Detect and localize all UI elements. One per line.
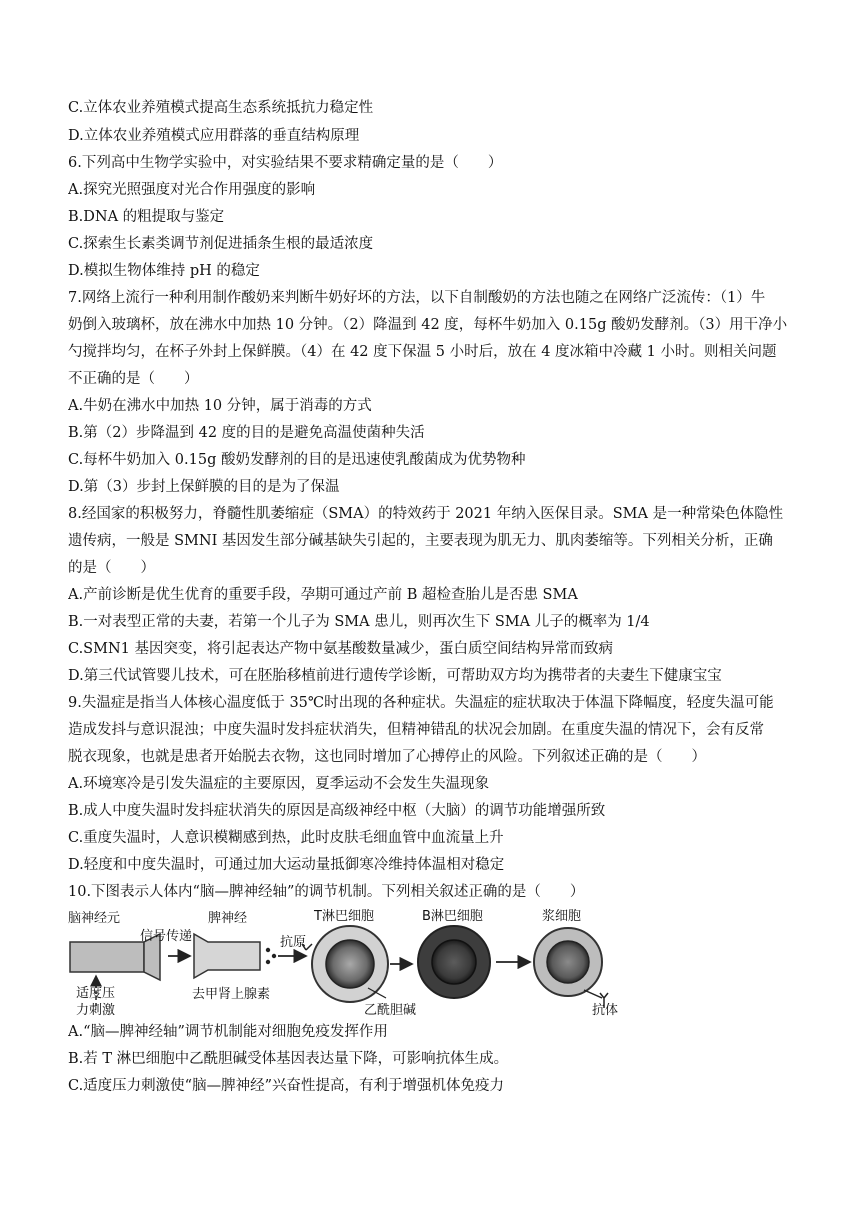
spleen-nerve-shape bbox=[194, 934, 276, 978]
option-a: A.牛奶在沸水中加热 10 分钟，属于消毒的方式 bbox=[68, 398, 372, 414]
norepinephrine-label: 去甲肾上腺素 bbox=[192, 987, 271, 1002]
t-cell-shape bbox=[312, 926, 388, 1002]
option-a: A.探究光照强度对光合作用强度的影响 bbox=[68, 182, 316, 198]
option-b: B.若 T 淋巴细胞中乙酰胆碱受体基因表达量下降，可影响抗体生成。 bbox=[68, 1051, 509, 1067]
b-cell-label: B淋巴细胞 bbox=[422, 909, 483, 924]
question-8-stem: 的是（ ） bbox=[68, 560, 155, 576]
antibody-arrow bbox=[584, 990, 602, 998]
antibody-label: 抗体 bbox=[592, 1003, 619, 1018]
signal-label: 信号传递 bbox=[140, 929, 193, 944]
option-d: D.第（3）步封上保鲜膜的目的是为了保温 bbox=[68, 479, 340, 495]
question-7-stem: 7.网络上流行一种利用制作酸奶来判断牛奶好坏的方法，以下自制酸奶的方法也随之在网络广泛流传：（1）牛 bbox=[68, 290, 766, 306]
question-7-stem: 勺搅拌均匀，在杯子外封上保鲜膜。（4）在 42 度下保温 5 小时后，放在 4 度冰箱中冷藏 1 小时。则相关问题 bbox=[68, 344, 777, 360]
question-7-stem: 奶倒入玻璃杯，放在沸水中加热 10 分钟。（2）降温到 42 度，每杯牛奶加入 0.15g 酸奶发酵剂。（3）用干净小 bbox=[68, 317, 788, 333]
option-c: C.适度压力刺激使“脑—脾神经”兴奋性提高，有利于增强机体免疫力 bbox=[68, 1078, 505, 1094]
option-c: C.重度失温时，人意识模糊感到热，此时皮肤毛细血管中血流量上升 bbox=[68, 830, 504, 846]
option-a: A.环境寒冷是引发失温症的主要原因，夏季运动不会发生失温现象 bbox=[68, 776, 490, 792]
stress-label-2: 力刺激 bbox=[76, 1003, 116, 1018]
question-8-stem: 8.经国家的积极努力，脊髓性肌萎缩症（SMA）的特效药于 2021 年纳入医保目录。SMA 是一种常染色体隐性 bbox=[68, 506, 784, 522]
option-a: A.“脑—脾神经轴”调节机制能对细胞免疫发挥作用 bbox=[68, 1024, 388, 1040]
brain-spleen-nerve-axis-figure bbox=[68, 906, 628, 1018]
antigen-label: 抗原 bbox=[280, 935, 307, 950]
option-c: C.每杯牛奶加入 0.15g 酸奶发酵剂的目的是迅速使乳酸菌成为优势物种 bbox=[68, 452, 526, 468]
question-9-stem: 造成发抖与意识混浊；中度失温时发抖症状消失，但精神错乱的状况会加剧。在重度失温的情况下，会有反常 bbox=[68, 722, 764, 738]
text-line: D.立体农业养殖模式应用群落的垂直结构原理 bbox=[68, 128, 360, 144]
option-d: D.轻度和中度失温时，可通过加大运动量抵御寒冷维持体温相对稳定 bbox=[68, 857, 505, 873]
stress-label-1: 适度压 bbox=[76, 986, 116, 1001]
question-9-stem: 9.失温症是指当人体核心温度低于 35℃时出现的各种症状。失温症的症状取决于体温下降幅度，轻度失温可能 bbox=[68, 695, 774, 711]
b-cell-shape bbox=[418, 926, 490, 998]
option-b: B.第（2）步降温到 42 度的目的是避免高温使菌种失活 bbox=[68, 425, 425, 441]
acetylcholine-label: 乙酰胆碱 bbox=[364, 1003, 417, 1018]
option-a: A.产前诊断是优生优育的重要手段，孕期可通过产前 B 超检查胎儿是否患 SMA bbox=[68, 587, 578, 603]
question-9-stem: 脱衣现象，也就是患者开始脱去衣物，这也同时增加了心搏停止的风险。下列叙述正确的是（ ） bbox=[68, 749, 706, 765]
question-8-stem: 遗传病，一般是 SMNI 基因发生部分碱基缺失引起的，主要表现为肌无力、肌肉萎缩等。下列相关分析，正确 bbox=[68, 533, 773, 549]
option-c: C.探索生长素类调节剂促进插条生根的最适浓度 bbox=[68, 236, 374, 252]
plasma-cell-label: 浆细胞 bbox=[542, 909, 582, 924]
question-6-stem: 6.下列高中生物学实验中，对实验结果不要求精确定量的是（ ） bbox=[68, 155, 503, 171]
question-10-stem: 10.下图表示人体内“脑—脾神经轴”的调节机制。下列相关叙述正确的是（ ） bbox=[68, 884, 585, 900]
spleen-nerve-label: 脾神经 bbox=[208, 911, 248, 926]
option-d: D.模拟生物体维持 pH 的稳定 bbox=[68, 263, 260, 279]
text-line: C.立体农业养殖模式提高生态系统抵抗力稳定性 bbox=[68, 100, 374, 116]
figure-svg bbox=[68, 906, 628, 1018]
option-d: D.第三代试管婴儿技术，可在胚胎移植前进行遗传学诊断，可帮助双方均为携带者的夫妻生下健康宝宝 bbox=[68, 668, 722, 684]
t-cell-label: T淋巴细胞 bbox=[314, 909, 374, 924]
question-7-stem: 不正确的是（ ） bbox=[68, 371, 199, 387]
option-b: B.一对表型正常的夫妻，若第一个儿子为 SMA 患儿，则再次生下 SMA 儿子的概率为 1/4 bbox=[68, 614, 650, 630]
option-b: B.成人中度失温时发抖症状消失的原因是高级神经中枢（大脑）的调节功能增强所致 bbox=[68, 803, 606, 819]
option-b: B.DNA 的粗提取与鉴定 bbox=[68, 209, 225, 225]
option-c: C.SMN1 基因突变，将引起表达产物中氨基酸数量减少，蛋白质空间结构异常而致病 bbox=[68, 641, 613, 657]
plasma-cell-shape bbox=[534, 928, 602, 996]
brain-neuron-label: 脑神经元 bbox=[68, 911, 121, 926]
